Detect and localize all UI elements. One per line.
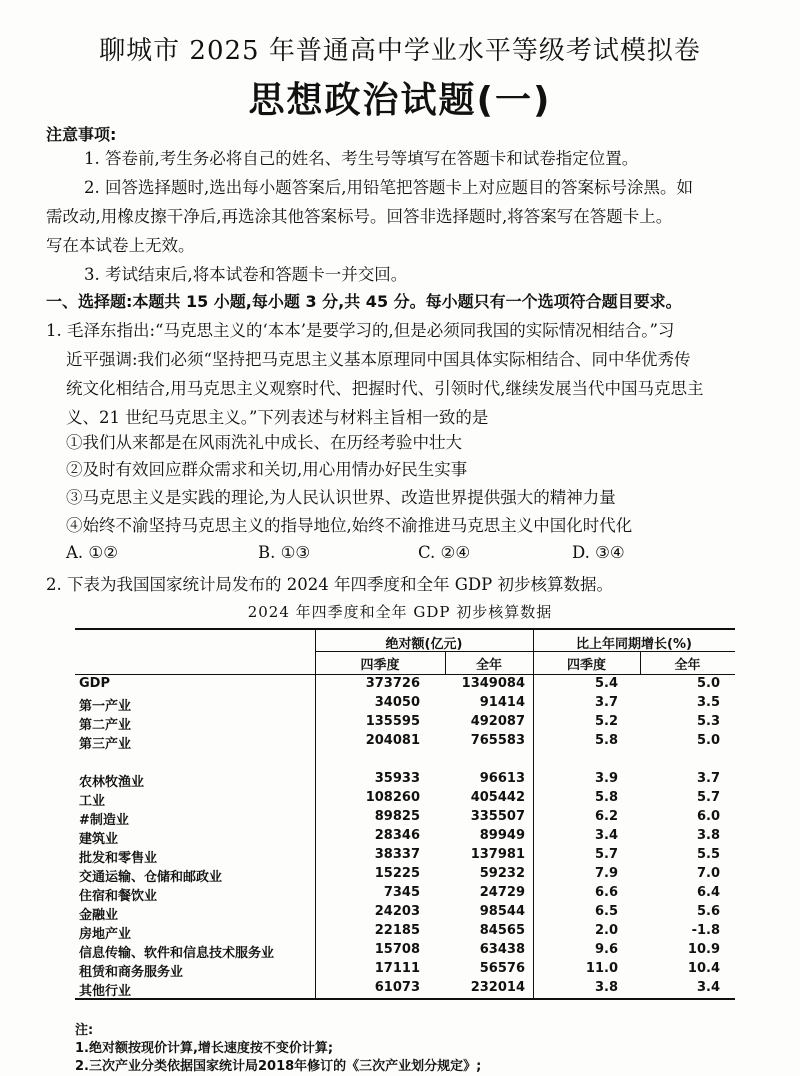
cell-year: 335507 <box>470 809 525 824</box>
cell-growth-year: 5.7 <box>696 790 720 805</box>
cell-growth-q4: 3.4 <box>594 828 618 843</box>
notice-item: 写在本试卷上无效。 <box>46 236 195 255</box>
cell-q4: 135595 <box>365 714 420 729</box>
cell-q4: 61073 <box>374 980 420 995</box>
cell-growth-q4: 6.5 <box>594 904 618 919</box>
cell-growth-q4: 6.2 <box>594 809 618 824</box>
header-growth: 比上年同期增长(%) <box>576 637 692 652</box>
header-q4: 四季度 <box>360 658 400 673</box>
cell-growth-year: 3.7 <box>696 771 720 786</box>
cell-q4: 108260 <box>365 790 420 805</box>
cell-growth-q4: 3.8 <box>594 980 618 995</box>
row-label: 工业 <box>79 794 106 809</box>
q1-line: 统文化相结合,用马克思主义观察时代、把握时代、引领时代,继续发展当代中国马克思主 <box>66 379 704 398</box>
header-year: 全年 <box>475 658 502 673</box>
cell-q4: 373726 <box>365 676 420 691</box>
q1-option-c: C. ②④ <box>418 543 471 562</box>
cell-growth-year: 5.3 <box>696 714 720 729</box>
q1-option-d: D. ③④ <box>572 543 625 562</box>
cell-q4: 7345 <box>383 885 420 900</box>
row-label: GDP <box>79 676 110 691</box>
table-body-main <box>75 675 735 751</box>
table-row <box>75 922 735 941</box>
cell-q4: 35933 <box>374 771 420 786</box>
cell-year: 96613 <box>479 771 525 786</box>
cell-growth-year: 10.4 <box>687 961 720 976</box>
gdp-table <box>75 628 735 1000</box>
cell-year: 91414 <box>479 695 525 710</box>
cell-year: 89949 <box>479 828 525 843</box>
cell-growth-q4: 6.6 <box>594 885 618 900</box>
notice-item: 3. 考试结束后,将本试卷和答题卡一并交回。 <box>84 265 408 284</box>
table-row <box>75 827 735 846</box>
cell-growth-q4: 5.4 <box>594 676 618 691</box>
note-item: 1.绝对额按现价计算,增长速度按不变价计算; <box>75 1041 334 1056</box>
row-label: 建筑业 <box>79 832 119 847</box>
header-rule <box>315 651 735 652</box>
cell-growth-year: 6.4 <box>696 885 720 900</box>
cell-growth-year: 3.4 <box>696 980 720 995</box>
cell-growth-q4: 5.8 <box>594 790 618 805</box>
cell-year: 405442 <box>470 790 525 805</box>
exam-title: 聊城市 2025 年普通高中学业水平等级考试模拟卷 <box>99 36 701 66</box>
exam-subtitle: 思想政治试题(一) <box>248 80 552 121</box>
cell-growth-q4: 3.9 <box>594 771 618 786</box>
cell-year: 137981 <box>470 847 525 862</box>
table-row <box>75 903 735 922</box>
cell-year: 24729 <box>479 885 525 900</box>
cell-q4: 17111 <box>374 961 420 976</box>
cell-growth-q4: 5.7 <box>594 847 618 862</box>
cell-growth-q4: 11.0 <box>585 961 618 976</box>
cell-growth-year: -1.8 <box>691 923 720 938</box>
notice-item: 需改动,用橡皮擦干净后,再选涂其他答案标号。回答非选择题时,将答案写在答题卡上。 <box>46 207 673 226</box>
q1-statement: ②及时有效回应群众需求和关切,用心用情办好民生实事 <box>66 460 468 479</box>
row-label: 金融业 <box>79 908 119 923</box>
q1-statement: ③马克思主义是实践的理论,为人民认识世界、改造世界提供强大的精神力量 <box>66 488 616 507</box>
table-row <box>75 713 735 732</box>
table-row <box>75 865 735 884</box>
table-row <box>75 789 735 808</box>
cell-q4: 24203 <box>374 904 420 919</box>
row-label: 第一产业 <box>79 699 132 714</box>
cell-growth-q4: 5.2 <box>594 714 618 729</box>
row-label: 第三产业 <box>79 737 132 752</box>
table-row <box>75 941 735 960</box>
table-title: 2024 年四季度和全年 GDP 初步核算数据 <box>247 603 553 621</box>
cell-q4: 15225 <box>374 866 420 881</box>
cell-q4: 28346 <box>374 828 420 843</box>
cell-growth-q4: 7.9 <box>594 866 618 881</box>
cell-q4: 34050 <box>374 695 420 710</box>
cell-q4: 204081 <box>365 733 420 748</box>
header-absolute: 绝对额(亿元) <box>385 637 463 652</box>
cell-growth-year: 10.9 <box>687 942 720 957</box>
notice-heading: 注意事项: <box>46 125 117 144</box>
row-label: 交通运输、仓储和邮政业 <box>79 870 223 885</box>
row-label: #制造业 <box>79 813 129 828</box>
cell-year: 232014 <box>470 980 525 995</box>
q1-line: 近平强调:我们必须“坚持把马克思主义基本原理同中国具体实际相结合、同中华优秀传 <box>66 350 691 369</box>
q2-stem: 2. 下表为我国国家统计局发布的 2024 年四季度和全年 GDP 初步核算数据。 <box>46 575 613 594</box>
cell-growth-year: 3.5 <box>696 695 720 710</box>
q1-option-a: A. ①② <box>66 543 118 562</box>
cell-growth-q4: 5.8 <box>594 733 618 748</box>
table-row <box>75 770 735 789</box>
row-label: 批发和零售业 <box>79 851 158 866</box>
cell-q4: 38337 <box>374 847 420 862</box>
cell-year: 98544 <box>479 904 525 919</box>
table-row <box>75 732 735 751</box>
row-label: 农林牧渔业 <box>79 775 145 790</box>
cell-growth-q4: 9.6 <box>594 942 618 957</box>
cell-year: 84565 <box>479 923 525 938</box>
q1-option-b: B. ①③ <box>258 543 311 562</box>
cell-growth-q4: 2.0 <box>594 923 618 938</box>
table-spacer <box>75 751 735 770</box>
cell-growth-year: 5.0 <box>696 733 720 748</box>
row-label: 住宿和餐饮业 <box>79 889 158 904</box>
cell-growth-year: 5.5 <box>696 847 720 862</box>
q1-statement: ①我们从来都是在风雨洗礼中成长、在历经考验中壮大 <box>66 433 462 452</box>
cell-q4: 22185 <box>374 923 420 938</box>
table-row <box>75 808 735 827</box>
row-label: 租赁和商务服务业 <box>79 965 184 980</box>
row-label: 信息传输、软件和信息技术服务业 <box>79 946 275 961</box>
table-row <box>75 960 735 979</box>
table-row <box>75 675 735 694</box>
cell-year: 1349084 <box>461 676 525 691</box>
header-growth-year: 全年 <box>674 658 701 673</box>
cell-growth-q4: 3.7 <box>594 695 618 710</box>
cell-q4: 15708 <box>374 942 420 957</box>
table-notes <box>75 1022 481 1076</box>
q1-statement: ④始终不渝坚持马克思主义的指导地位,始终不渝推进马克思主义中国化时代化 <box>66 516 633 535</box>
header-growth-q4: 四季度 <box>566 658 606 673</box>
row-label: 房地产业 <box>79 927 132 942</box>
q1-line: 义、21 世纪马克思主义。”下列表述与材料主旨相一致的是 <box>66 408 489 427</box>
row-label: 其他行业 <box>79 984 132 999</box>
cell-growth-year: 5.6 <box>696 904 720 919</box>
q1-line: 1. 毛泽东指出:“马克思主义的‘本本’是要学习的,但是必须同我国的实际情况相结合。”习 <box>46 321 675 340</box>
cell-year: 63438 <box>479 942 525 957</box>
cell-year: 56576 <box>479 961 525 976</box>
table-body-industries <box>75 770 735 998</box>
cell-growth-year: 7.0 <box>696 866 720 881</box>
table-row <box>75 884 735 903</box>
table-header <box>75 630 735 675</box>
note-label: 注: <box>75 1023 94 1038</box>
cell-year: 765583 <box>470 733 525 748</box>
table-row <box>75 846 735 865</box>
table-row <box>75 979 735 998</box>
note-item: 2.三次产业分类依据国家统计局2018年修订的《三次产业划分规定》; <box>75 1059 482 1074</box>
cell-q4: 89825 <box>374 809 420 824</box>
notice-item: 1. 答卷前,考生务必将自己的姓名、考生号等填写在答题卡和试卷指定位置。 <box>84 149 639 168</box>
section-heading: 一、选择题:本题共 15 小题,每小题 3 分,共 45 分。每小题只有一个选项符合题目要求。 <box>46 292 682 311</box>
cell-growth-year: 5.0 <box>696 676 720 691</box>
cell-year: 59232 <box>479 866 525 881</box>
row-label: 第二产业 <box>79 718 132 733</box>
notice-item: 2. 回答选择题时,选出每小题答案后,用铅笔把答题卡上对应题目的答案标号涂黑。如 <box>84 178 693 197</box>
table-row <box>75 694 735 713</box>
cell-year: 492087 <box>470 714 525 729</box>
cell-growth-year: 6.0 <box>696 809 720 824</box>
cell-growth-year: 3.8 <box>696 828 720 843</box>
